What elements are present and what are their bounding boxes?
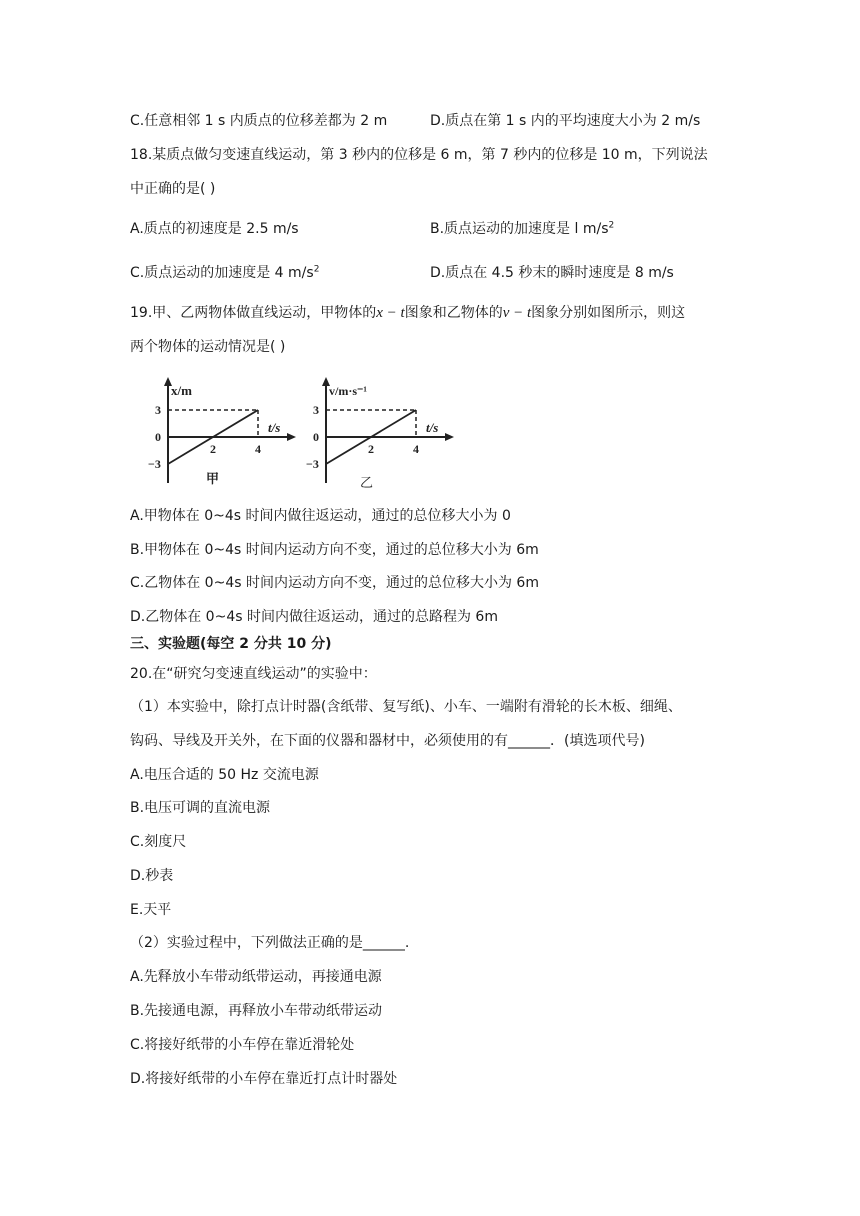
q17-option-d: D.质点在第 1 s 内的平均速度大小为 2 m/s [430, 113, 701, 129]
graph-caption: 甲 [206, 471, 220, 486]
q18-option-a: A.质点的初速度是 2.5 m/s [130, 221, 299, 237]
q20-part2-option-b: B.先接通电源，再释放小车带动纸带运动 [130, 1003, 383, 1019]
q18-option-c-text: C.质点运动的加速度是 4 m/s [130, 265, 314, 281]
tick-0: 0 [155, 430, 161, 444]
q20-part2-option-c: C.将接好纸带的小车停在靠近滑轮处 [130, 1037, 355, 1053]
x-axis-arrow [287, 433, 296, 441]
q20-part1-line1: （1）本实验中，除打点计时器(含纸带、复写纸)、小车、一端附有滑轮的长木板、细绳、 [130, 699, 682, 715]
tick-2: 2 [368, 442, 374, 456]
section-heading: 三、实验题(每空 2 分共 10 分) [130, 636, 332, 652]
q20-part1-option-b: B.电压可调的直流电源 [130, 800, 271, 816]
tick-neg3: −3 [148, 457, 161, 471]
q18-stem-line2: 中正确的是( ) [130, 181, 216, 197]
q18-option-c [130, 263, 319, 283]
tick-2: 2 [210, 442, 216, 456]
q19-option-a: A.甲物体在 0~4s 时间内做往返运动，通过的总位移大小为 0 [130, 508, 511, 524]
q19-stem-line1 [130, 303, 685, 323]
q18-option-d: D.质点在 4.5 秒末的瞬时速度是 8 m/s [430, 265, 674, 281]
q20-stem: 20.在“研究匀变速直线运动”的实验中： [130, 666, 377, 682]
q19-stem-part1: 19.甲、乙两物体做直线运动，甲物体的 [130, 305, 377, 321]
q20-part2-option-a: A.先释放小车带动纸带运动，再接通电源 [130, 969, 382, 985]
y-axis-label: v/m·s⁻¹ [329, 384, 367, 398]
q20-part1-option-d: D.秒表 [130, 868, 174, 884]
graph-caption: 乙 [360, 475, 374, 490]
q19-option-c: C.乙物体在 0~4s 时间内运动方向不变，通过的总位移大小为 6m [130, 575, 539, 591]
x-axis-label: t/s [268, 420, 281, 435]
y-axis-label: x/m [171, 383, 192, 398]
q18-option-c-sup: 2 [313, 264, 320, 275]
tick-4: 4 [255, 442, 261, 456]
graph-vt-yi [298, 375, 458, 495]
q19-stem-xt: x − t [376, 305, 405, 321]
q20-part1-option-e: E.天平 [130, 902, 172, 918]
q20-part1-option-c: C.刻度尺 [130, 834, 187, 850]
q20-part1-option-a: A.电压合适的 50 Hz 交流电源 [130, 767, 319, 783]
q19-option-d: D.乙物体在 0~4s 时间内做往返运动，通过的总路程为 6m [130, 609, 498, 625]
tick-neg3: −3 [306, 457, 319, 471]
q18-stem-line1: 18.某质点做匀变速直线运动，第 3 秒内的位移是 6 m，第 7 秒内的位移是 10 m，下列说法 [130, 147, 708, 163]
q20-part2-stem: （2）实验过程中，下列做法正确的是______. [130, 935, 410, 951]
tick-3: 3 [155, 403, 161, 417]
x-axis-arrow [445, 433, 454, 441]
q19-stem-part2: 图象和乙物体的 [404, 305, 503, 321]
graph-xt-jia [140, 375, 300, 495]
q18-option-b-sup: 2 [608, 220, 615, 231]
q20-part1-line2: 钩码、导线及开关外，在下面的仪器和器材中，必须使用的有______．(填选项代号) [130, 733, 645, 749]
q19-option-b: B.甲物体在 0~4s 时间内运动方向不变，通过的总位移大小为 6m [130, 542, 539, 558]
q19-stem-part3: 图象分别如图所示，则这 [531, 305, 686, 321]
q19-stem-vt: v − t [502, 305, 532, 321]
tick-4: 4 [413, 442, 419, 456]
q19-stem-line2: 两个物体的运动情况是( ) [130, 339, 286, 355]
q18-option-b [430, 219, 614, 239]
q17-option-c: C.任意相邻 1 s 内质点的位移差都为 2 m [130, 113, 388, 129]
x-axis-label: t/s [426, 420, 439, 435]
q20-part2-option-d: D.将接好纸带的小车停在靠近打点计时器处 [130, 1071, 398, 1087]
tick-3: 3 [313, 403, 319, 417]
q18-option-b-text: B.质点运动的加速度是 l m/s [430, 221, 609, 237]
tick-0: 0 [313, 430, 319, 444]
